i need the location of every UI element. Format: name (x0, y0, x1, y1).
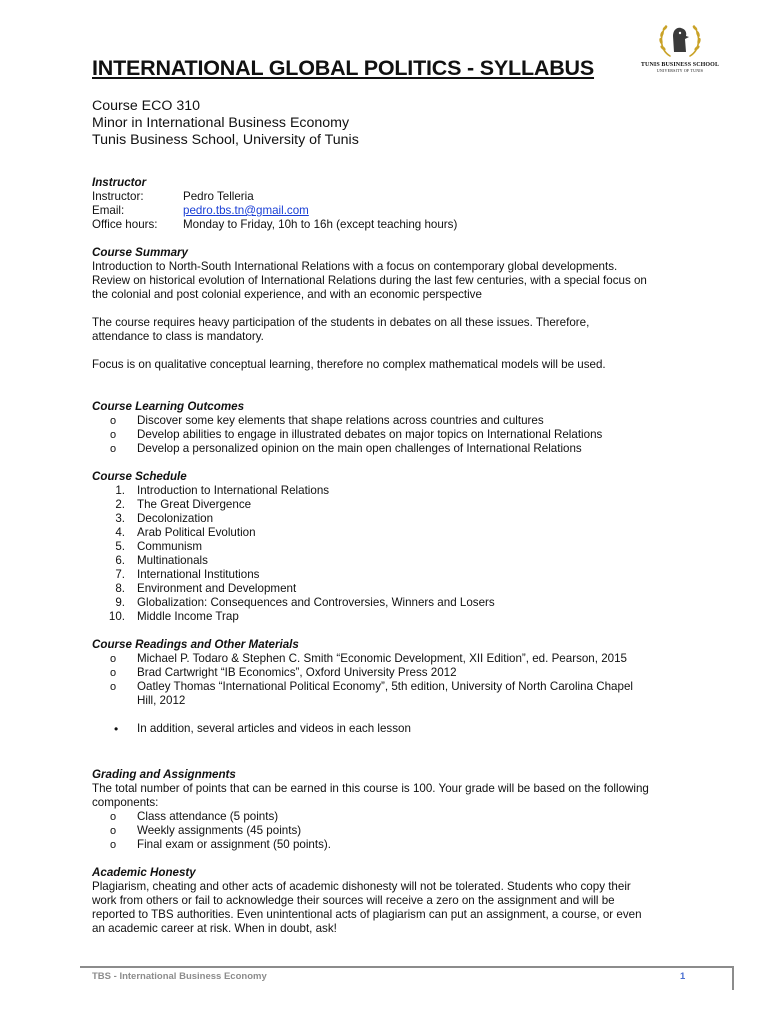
footer-corner-mark (732, 966, 734, 990)
summary-paragraph-2 (92, 316, 722, 344)
list-item-text: Environment and Development (137, 582, 297, 595)
outcomes-list (92, 414, 722, 456)
instructor-heading: Instructor (92, 176, 147, 189)
summary-section (92, 246, 722, 400)
school-logo (640, 22, 720, 78)
logo-university-name: UNIVERSITY OF TUNIS (656, 68, 704, 73)
list-marker: o (110, 839, 117, 851)
list-item (92, 824, 722, 838)
grading-list (92, 810, 722, 852)
email-row (92, 204, 722, 218)
email-link[interactable]: pedro.tbs.tn@gmail.com (183, 204, 309, 217)
summary-line: The course requires heavy participation of the students in debates on all these issues. Therefore, (92, 316, 590, 329)
summary-line: Review on historical evolution of International Relations during the last few centuries, with a special focus on (92, 274, 647, 287)
honesty-section (92, 866, 722, 936)
list-item-text: Develop abilities to engage in illustrated debates on major topics on International Relations (137, 428, 603, 441)
list-item-text: Arab Political Evolution (137, 526, 256, 539)
list-item-text: International Institutions (137, 568, 260, 581)
office-hours-value: Monday to Friday, 10h to 16h (except teaching hours) (183, 218, 458, 231)
list-number: 2. (115, 498, 125, 511)
office-hours-row (92, 218, 722, 232)
list-number: 5. (115, 540, 125, 553)
grading-section (92, 768, 722, 866)
course-school: Tunis Business School, University of Tunis (92, 132, 359, 148)
list-item (92, 838, 722, 852)
list-marker: o (110, 811, 117, 823)
list-item (92, 540, 722, 554)
list-item-text: Weekly assignments (45 points) (137, 824, 302, 837)
summary-line: the colonial and post colonial experience, and with an economic perspective (92, 288, 482, 301)
list-item-text: Discover some key elements that shape relations across countries and cultures (137, 414, 544, 427)
summary-line: attendance to class is mandatory. (92, 330, 264, 343)
footer-text: TBS - International Business Economy (92, 971, 267, 982)
outcomes-section (92, 400, 722, 470)
schedule-heading: Course Schedule (92, 470, 187, 483)
list-number: 1. (115, 484, 125, 497)
list-number: 7. (115, 568, 125, 581)
list-marker: o (110, 667, 117, 679)
list-item-text: The Great Divergence (137, 498, 252, 511)
list-item-text: Develop a personalized opinion on the main open challenges of International Relations (137, 442, 582, 455)
page-title: INTERNATIONAL GLOBAL POLITICS - SYLLABUS (92, 56, 595, 80)
instructor-name: Pedro Telleria (183, 190, 254, 203)
list-number: 6. (115, 554, 125, 567)
honesty-line: work from others or fail to acknowledge their sources will receive a zero on the assignment and will be (92, 894, 615, 907)
syllabus-content (92, 176, 722, 936)
list-item (92, 652, 722, 666)
list-item-text: Hill, 2012 (137, 694, 186, 707)
list-item (92, 568, 722, 582)
schedule-list (92, 484, 722, 624)
list-number: 10. (108, 610, 125, 623)
grading-line: The total number of points that can be earned in this course is 100. Your grade will be based on the following (92, 782, 649, 795)
list-marker: o (110, 415, 117, 427)
list-item-text: Oatley Thomas “International Political Economy”, 5th edition, University of North Carolina Chapel (137, 680, 633, 693)
office-hours-label: Office hours: (92, 218, 158, 231)
bullet-marker: • (114, 722, 119, 736)
logo-school-name: TUNIS BUSINESS SCHOOL (640, 62, 720, 68)
list-item (92, 498, 722, 512)
list-marker: o (110, 825, 117, 837)
list-item-text: In addition, several articles and videos in each lesson (137, 722, 411, 735)
list-number: 3. (115, 512, 125, 525)
grading-heading: Grading and Assignments (92, 768, 236, 781)
list-number: 8. (115, 582, 125, 595)
summary-paragraph-3: Focus is on qualitative conceptual learning, therefore no complex mathematical models will be used. (92, 358, 606, 371)
list-item-text: Brad Cartwright “IB Economics”, Oxford University Press 2012 (137, 666, 457, 679)
list-item-text: Communism (137, 540, 203, 553)
list-item (92, 554, 722, 568)
list-item (92, 582, 722, 596)
honesty-paragraph (92, 880, 722, 936)
laurel-eagle-icon (656, 22, 704, 60)
list-item (92, 428, 722, 442)
course-info (92, 98, 359, 149)
list-number: 4. (115, 526, 125, 539)
readings-heading: Course Readings and Other Materials (92, 638, 299, 651)
summary-heading: Course Summary (92, 246, 189, 259)
list-marker: o (110, 681, 117, 693)
summary-line: Introduction to North-South International Relations with a focus on contemporary global developments. (92, 260, 618, 273)
list-item-text: Final exam or assignment (50 points). (137, 838, 331, 851)
list-item (92, 810, 722, 824)
course-code: Course ECO 310 (92, 98, 201, 114)
outcomes-heading: Course Learning Outcomes (92, 400, 245, 413)
list-item-text: Globalization: Consequences and Controversies, Winners and Losers (137, 596, 495, 609)
list-item-text: Michael P. Todaro & Stephen C. Smith “Economic Development, XII Edition”, ed. Pearson, 2015 (137, 652, 627, 665)
summary-paragraph-1 (92, 260, 722, 302)
list-item (92, 414, 722, 428)
page-number: 1 (680, 971, 686, 982)
honesty-line: an academic career at risk. When in doubt, ask! (92, 922, 337, 935)
list-item (92, 722, 722, 736)
list-item (92, 442, 722, 456)
honesty-line: Plagiarism, cheating and other acts of academic dishonesty will not be tolerated. Students who copy their (92, 880, 631, 893)
list-item-text: Introduction to International Relations (137, 484, 330, 497)
instructor-section (92, 176, 722, 246)
list-item-text: Class attendance (5 points) (137, 810, 279, 823)
list-item (92, 512, 722, 526)
list-number: 9. (115, 596, 125, 609)
email-label: Email: (92, 204, 125, 217)
instructor-label: Instructor: (92, 190, 144, 203)
list-marker: o (110, 443, 117, 455)
list-item-text: Multinationals (137, 554, 208, 567)
list-item (92, 610, 722, 624)
grading-paragraph (92, 782, 722, 810)
schedule-section (92, 470, 722, 638)
list-item (92, 680, 722, 708)
additional-materials-list (92, 722, 722, 736)
honesty-line: reported to TBS authorities. Even unintentional acts of plagiarism can put an assignment, a course, or even (92, 908, 642, 921)
grading-line: components: (92, 796, 159, 809)
instructor-row (92, 190, 722, 204)
course-minor: Minor in International Business Economy (92, 115, 350, 131)
list-marker: o (110, 429, 117, 441)
list-item-text: Decolonization (137, 512, 214, 525)
list-marker: o (110, 653, 117, 665)
readings-section (92, 638, 722, 768)
list-item (92, 666, 722, 680)
list-item (92, 484, 722, 498)
list-item-text: Middle Income Trap (137, 610, 239, 623)
readings-list (92, 652, 722, 708)
list-item (92, 526, 722, 540)
footer-divider (80, 966, 733, 968)
list-item (92, 596, 722, 610)
honesty-heading: Academic Honesty (92, 866, 196, 879)
